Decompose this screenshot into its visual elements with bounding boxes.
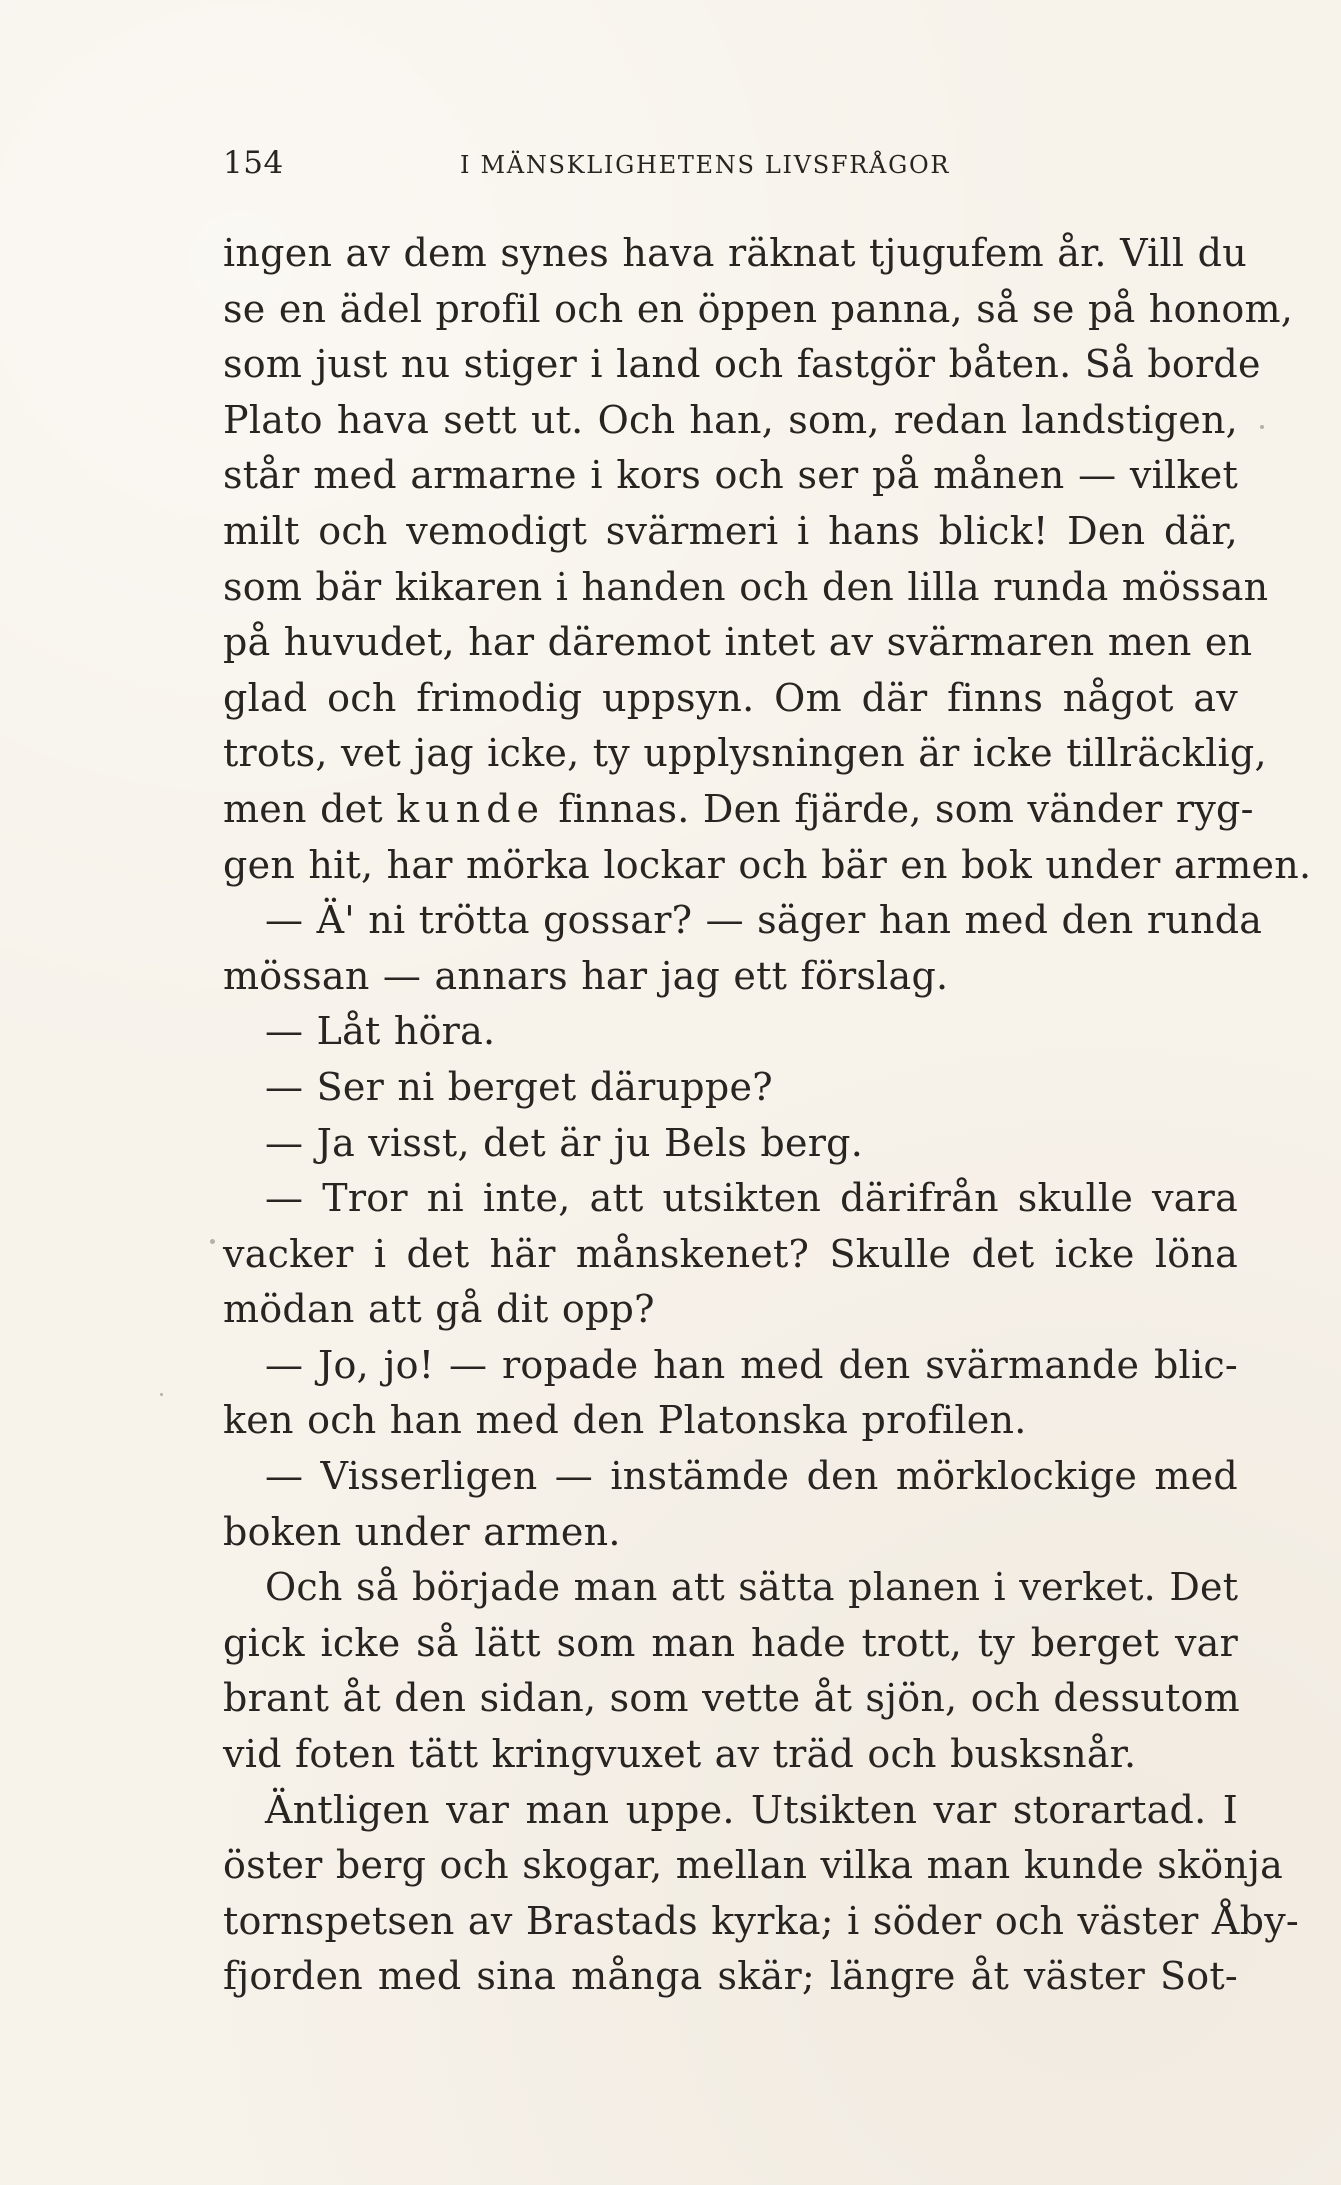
text-line: boken under armen.	[223, 1509, 621, 1554]
text-line: ken och han med den Platonska profilen.	[223, 1398, 1027, 1443]
text-line: på huvudet, har däremot intet av svärmaren men en	[223, 620, 1253, 665]
spaced-word: kunde	[396, 786, 546, 831]
text-line-with-spaced-word	[223, 782, 1254, 838]
paragraph-start-line: Och så började man att sätta planen i verket. Det	[265, 1565, 1239, 1610]
page-number: 154	[223, 145, 284, 181]
text-line: brant åt den sidan, som vette åt sjön, och dessutom	[223, 1676, 1240, 1721]
dialogue-line: — Tror ni inte, att utsikten därifrån skulle vara	[265, 1176, 1238, 1221]
text-line: står med armarne i kors och ser på månen — vilket	[223, 453, 1238, 498]
text-line: gen hit, har mörka lockar och bär en bok under armen.	[223, 842, 1312, 887]
paper-speck	[210, 1239, 215, 1244]
text-line: tornspetsen av Brastads kyrka; i söder och väster Åby-	[223, 1898, 1299, 1943]
paper-speck	[1260, 425, 1264, 429]
text-line-part: men det	[223, 786, 397, 831]
dialogue-line: — Ja visst, det är ju Bels berg.	[265, 1120, 864, 1165]
text-line-part: finnas. Den fjärde, som vänder ryg-	[545, 786, 1254, 831]
dialogue-line: — Ser ni berget däruppe?	[265, 1064, 773, 1109]
text-line: se en ädel profil och en öppen panna, så se på honom,	[223, 286, 1294, 331]
running-head: I MÄNSKLIGHETENS LIVSFRÅGOR	[460, 151, 951, 179]
text-line: gick icke så lätt som man hade trott, ty berget var	[223, 1620, 1238, 1665]
text-line: milt och vemodigt svärmeri i hans blick! Den där,	[223, 508, 1238, 553]
text-line: glad och frimodig uppsyn. Om där finns något av	[223, 675, 1238, 720]
text-line: Plato hava sett ut. Och han, som, redan landstigen,	[223, 397, 1238, 442]
dialogue-line: — Låt höra.	[265, 1009, 496, 1054]
text-line: vacker i det här månskenet? Skulle det icke löna	[223, 1231, 1238, 1276]
paper-speck	[160, 1393, 163, 1396]
text-line: som bär kikaren i handen och den lilla runda mössan	[223, 564, 1269, 609]
text-line: ingen av dem synes hava räknat tjugufem år. Vill du	[223, 231, 1247, 275]
page-header	[223, 145, 1133, 189]
dialogue-line: — Jo, jo! — ropade han med den svärmande blic-	[265, 1342, 1238, 1387]
text-line: fjorden med sina många skär; längre åt väster Sot-	[223, 1954, 1238, 1999]
text-line: mödan att gå dit opp?	[223, 1287, 655, 1332]
text-line: trots, vet jag icke, ty upplysningen är icke tillräcklig,	[223, 731, 1267, 776]
text-line: som just nu stiger i land och fastgör båten. Så borde	[223, 342, 1261, 387]
text-line: öster berg och skogar, mellan vilka man kunde skönja	[223, 1843, 1284, 1888]
paragraph-start-line: Äntligen var man uppe. Utsikten var storartad. I	[265, 1787, 1238, 1832]
dialogue-line: — Visserligen — instämde den mörklockige med	[265, 1454, 1238, 1499]
body-text	[223, 226, 1312, 2005]
dialogue-line: — Ä' ni trötta gossar? — säger han med den runda	[265, 898, 1263, 943]
text-line: mössan — annars har jag ett förslag.	[223, 953, 949, 998]
text-line: vid foten tätt kringvuxet av träd och busksnår.	[223, 1732, 1137, 1777]
